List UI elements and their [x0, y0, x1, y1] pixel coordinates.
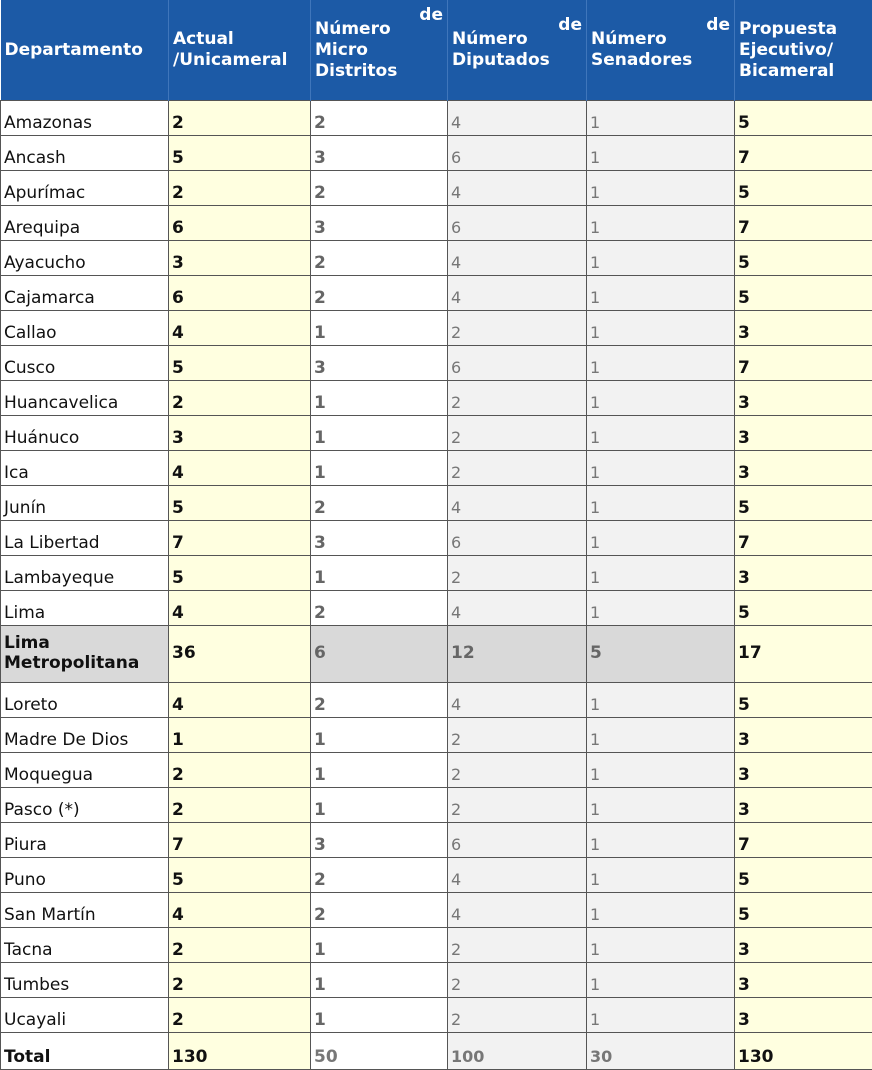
cell-departamento: San Martín	[1, 893, 169, 928]
table-row	[1, 206, 872, 241]
table-row	[1, 101, 872, 136]
cell-actual: 2	[169, 928, 311, 963]
cell-micro-distritos: 6	[311, 626, 448, 683]
cell-propuesta: 130	[735, 1033, 872, 1070]
cell-actual: 4	[169, 451, 311, 486]
cell-departamento: Lambayeque	[1, 556, 169, 591]
cell-senadores: 1	[587, 823, 735, 858]
table-row	[1, 311, 872, 346]
cell-departamento: Junín	[1, 486, 169, 521]
cell-micro-distritos: 1	[311, 718, 448, 753]
cell-departamento: Lima	[1, 591, 169, 626]
table-row	[1, 556, 872, 591]
cell-departamento: Huancavelica	[1, 381, 169, 416]
cell-actual: 36	[169, 626, 311, 683]
cell-actual: 2	[169, 998, 311, 1033]
cell-actual: 5	[169, 346, 311, 381]
cell-micro-distritos: 2	[311, 241, 448, 276]
cell-departamento: Ucayali	[1, 998, 169, 1033]
cell-diputados: 4	[448, 101, 587, 136]
cell-diputados: 4	[448, 276, 587, 311]
cell-actual: 3	[169, 416, 311, 451]
cell-actual: 5	[169, 858, 311, 893]
cell-senadores: 1	[587, 591, 735, 626]
cell-senadores: 1	[587, 928, 735, 963]
cell-senadores: 1	[587, 381, 735, 416]
cell-actual: 5	[169, 486, 311, 521]
cell-actual: 2	[169, 963, 311, 998]
table-row	[1, 486, 872, 521]
cell-diputados: 6	[448, 823, 587, 858]
cell-micro-distritos: 1	[311, 451, 448, 486]
cell-propuesta: 3	[735, 788, 872, 823]
cell-micro-distritos: 1	[311, 311, 448, 346]
cell-propuesta: 5	[735, 486, 872, 521]
cell-departamento: Tumbes	[1, 963, 169, 998]
cell-departamento: Puno	[1, 858, 169, 893]
cell-diputados: 4	[448, 171, 587, 206]
cell-diputados: 2	[448, 718, 587, 753]
cell-departamento: Piura	[1, 823, 169, 858]
cell-diputados: 6	[448, 521, 587, 556]
table-row	[1, 718, 872, 753]
cell-propuesta: 3	[735, 381, 872, 416]
cell-propuesta: 5	[735, 858, 872, 893]
cell-micro-distritos: 3	[311, 346, 448, 381]
cell-micro-distritos: 1	[311, 998, 448, 1033]
cell-diputados: 2	[448, 311, 587, 346]
cell-senadores: 1	[587, 346, 735, 381]
cell-senadores: 1	[587, 241, 735, 276]
cell-departamento: Moquegua	[1, 753, 169, 788]
cell-actual: 2	[169, 788, 311, 823]
header-senadores: Número Senadores de	[587, 0, 735, 101]
header-micro-distritos: Número Micro Distritos de	[311, 0, 448, 101]
cell-propuesta: 3	[735, 416, 872, 451]
table-row	[1, 171, 872, 206]
cell-senadores: 30	[587, 1033, 735, 1070]
cell-propuesta: 5	[735, 591, 872, 626]
table-row	[1, 381, 872, 416]
cell-micro-distritos: 2	[311, 276, 448, 311]
cell-diputados: 6	[448, 206, 587, 241]
cell-propuesta: 5	[735, 276, 872, 311]
cell-propuesta: 3	[735, 753, 872, 788]
cell-propuesta: 7	[735, 206, 872, 241]
cell-actual: 5	[169, 136, 311, 171]
cell-micro-distritos: 1	[311, 963, 448, 998]
table-row	[1, 998, 872, 1033]
cell-micro-distritos: 1	[311, 416, 448, 451]
cell-actual: 2	[169, 171, 311, 206]
cell-micro-distritos: 1	[311, 556, 448, 591]
cell-senadores: 1	[587, 893, 735, 928]
cell-micro-distritos: 2	[311, 486, 448, 521]
cell-diputados: 2	[448, 451, 587, 486]
cell-micro-distritos: 1	[311, 788, 448, 823]
cell-senadores: 1	[587, 521, 735, 556]
cell-propuesta: 5	[735, 101, 872, 136]
cell-propuesta: 3	[735, 928, 872, 963]
header-row	[1, 0, 872, 101]
cell-propuesta: 7	[735, 346, 872, 381]
cell-actual: 5	[169, 556, 311, 591]
cell-propuesta: 3	[735, 963, 872, 998]
cell-actual: 4	[169, 591, 311, 626]
cell-micro-distritos: 2	[311, 893, 448, 928]
cell-diputados: 2	[448, 416, 587, 451]
cell-departamento: Pasco (*)	[1, 788, 169, 823]
cell-propuesta: 3	[735, 451, 872, 486]
cell-propuesta: 3	[735, 718, 872, 753]
cell-micro-distritos: 2	[311, 591, 448, 626]
cell-departamento: Total	[1, 1033, 169, 1070]
cell-departamento: Madre De Dios	[1, 718, 169, 753]
table-row	[1, 858, 872, 893]
cell-senadores: 1	[587, 136, 735, 171]
cell-senadores: 1	[587, 753, 735, 788]
cell-diputados: 4	[448, 858, 587, 893]
header-actual: Actual /Unicameral	[169, 0, 311, 101]
table-row	[1, 683, 872, 718]
table-row	[1, 136, 872, 171]
cell-micro-distritos: 3	[311, 206, 448, 241]
cell-propuesta: 3	[735, 311, 872, 346]
table-body	[1, 101, 872, 1070]
cell-diputados: 4	[448, 486, 587, 521]
cell-departamento: Ayacucho	[1, 241, 169, 276]
cell-departamento: Ica	[1, 451, 169, 486]
cell-diputados: 2	[448, 556, 587, 591]
table-row	[1, 893, 872, 928]
cell-propuesta: 5	[735, 171, 872, 206]
cell-senadores: 1	[587, 963, 735, 998]
cell-senadores: 1	[587, 718, 735, 753]
cell-actual: 7	[169, 521, 311, 556]
cell-senadores: 1	[587, 276, 735, 311]
cell-departamento: Lima Metropolitana	[1, 626, 169, 683]
cell-micro-distritos: 3	[311, 136, 448, 171]
cell-senadores: 1	[587, 101, 735, 136]
cell-propuesta: 3	[735, 556, 872, 591]
cell-actual: 2	[169, 101, 311, 136]
cell-departamento: Ancash	[1, 136, 169, 171]
total-row	[1, 1033, 872, 1070]
cell-actual: 6	[169, 206, 311, 241]
table-row	[1, 626, 872, 683]
table-header	[1, 0, 872, 101]
cell-diputados: 100	[448, 1033, 587, 1070]
cell-micro-distritos: 3	[311, 823, 448, 858]
cell-departamento: La Libertad	[1, 521, 169, 556]
cell-departamento: Cusco	[1, 346, 169, 381]
cell-micro-distritos: 1	[311, 928, 448, 963]
cell-micro-distritos: 1	[311, 381, 448, 416]
table-row	[1, 928, 872, 963]
cell-actual: 130	[169, 1033, 311, 1070]
cell-actual: 4	[169, 311, 311, 346]
cell-senadores: 5	[587, 626, 735, 683]
table-row	[1, 753, 872, 788]
cell-diputados: 12	[448, 626, 587, 683]
cell-senadores: 1	[587, 171, 735, 206]
header-propuesta: Propuesta Ejecutivo/ Bicameral	[735, 0, 872, 101]
cell-propuesta: 7	[735, 521, 872, 556]
cell-actual: 6	[169, 276, 311, 311]
cell-senadores: 1	[587, 788, 735, 823]
cell-diputados: 6	[448, 136, 587, 171]
cell-propuesta: 7	[735, 823, 872, 858]
header-diputados: Número Diputados de	[448, 0, 587, 101]
cell-departamento: Arequipa	[1, 206, 169, 241]
cell-senadores: 1	[587, 206, 735, 241]
cell-propuesta: 7	[735, 136, 872, 171]
cell-propuesta: 17	[735, 626, 872, 683]
cell-actual: 2	[169, 753, 311, 788]
cell-propuesta: 3	[735, 998, 872, 1033]
cell-actual: 4	[169, 683, 311, 718]
cell-diputados: 2	[448, 753, 587, 788]
header-departamento: Departamento	[1, 0, 169, 101]
cell-actual: 7	[169, 823, 311, 858]
cell-micro-distritos: 2	[311, 683, 448, 718]
table-row	[1, 346, 872, 381]
table-row	[1, 823, 872, 858]
cell-actual: 1	[169, 718, 311, 753]
cell-micro-distritos: 1	[311, 753, 448, 788]
cell-departamento: Apurímac	[1, 171, 169, 206]
cell-diputados: 4	[448, 893, 587, 928]
cell-departamento: Cajamarca	[1, 276, 169, 311]
cell-diputados: 4	[448, 591, 587, 626]
cell-departamento: Huánuco	[1, 416, 169, 451]
cell-diputados: 4	[448, 683, 587, 718]
cell-actual: 3	[169, 241, 311, 276]
table-row	[1, 591, 872, 626]
cell-diputados: 2	[448, 788, 587, 823]
table-row	[1, 416, 872, 451]
table-row	[1, 788, 872, 823]
cell-micro-distritos: 2	[311, 101, 448, 136]
cell-diputados: 6	[448, 346, 587, 381]
cell-departamento: Amazonas	[1, 101, 169, 136]
table-row	[1, 276, 872, 311]
cell-diputados: 2	[448, 963, 587, 998]
cell-senadores: 1	[587, 998, 735, 1033]
cell-senadores: 1	[587, 486, 735, 521]
cell-micro-distritos: 3	[311, 521, 448, 556]
cell-senadores: 1	[587, 556, 735, 591]
table-row	[1, 521, 872, 556]
cell-propuesta: 5	[735, 241, 872, 276]
cell-actual: 4	[169, 893, 311, 928]
table-row	[1, 241, 872, 276]
cell-diputados: 2	[448, 928, 587, 963]
cell-micro-distritos: 2	[311, 171, 448, 206]
cell-senadores: 1	[587, 451, 735, 486]
cell-micro-distritos: 50	[311, 1033, 448, 1070]
cell-diputados: 4	[448, 241, 587, 276]
cell-propuesta: 5	[735, 683, 872, 718]
cell-propuesta: 5	[735, 893, 872, 928]
table-row	[1, 451, 872, 486]
cell-departamento: Loreto	[1, 683, 169, 718]
cell-diputados: 2	[448, 381, 587, 416]
cell-actual: 2	[169, 381, 311, 416]
cell-senadores: 1	[587, 311, 735, 346]
cell-departamento: Callao	[1, 311, 169, 346]
cell-micro-distritos: 2	[311, 858, 448, 893]
cell-senadores: 1	[587, 416, 735, 451]
cell-senadores: 1	[587, 683, 735, 718]
table-row	[1, 963, 872, 998]
cell-departamento: Tacna	[1, 928, 169, 963]
cell-senadores: 1	[587, 858, 735, 893]
cell-diputados: 2	[448, 998, 587, 1033]
